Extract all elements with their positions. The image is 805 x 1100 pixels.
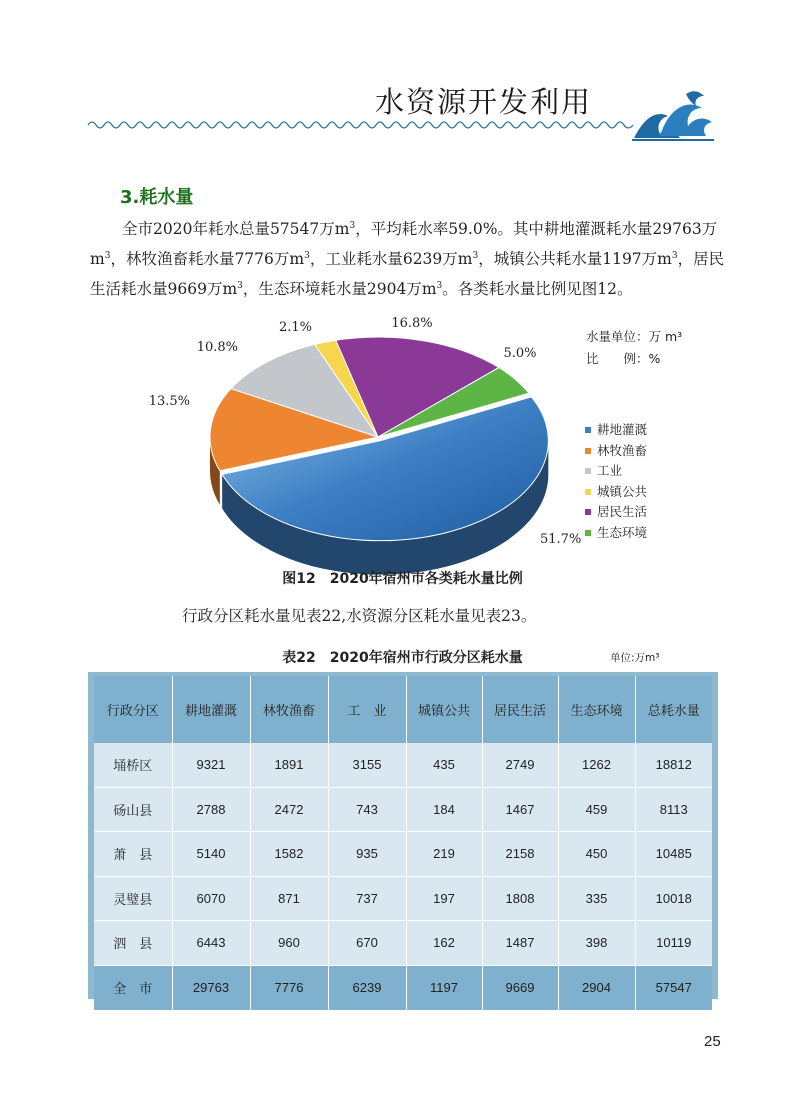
section-heading: 3.耗水量 bbox=[120, 187, 194, 208]
table-cell: 10119 bbox=[635, 921, 712, 966]
table-cell: 18812 bbox=[635, 743, 712, 787]
table-row bbox=[94, 832, 712, 877]
table-header-cell: 生态环境 bbox=[558, 676, 635, 743]
table-unit: 单位:万m³ bbox=[610, 652, 660, 664]
legend-swatch bbox=[585, 489, 591, 495]
table-row bbox=[94, 921, 712, 966]
header-wave-rule bbox=[88, 116, 633, 134]
table-cell: 398 bbox=[558, 921, 635, 966]
table-cell: 1582 bbox=[250, 832, 328, 877]
table-header-cell: 耕地灌溉 bbox=[172, 676, 250, 743]
table-header-row bbox=[94, 676, 712, 743]
legend-item bbox=[585, 482, 647, 503]
legend-item bbox=[585, 441, 647, 462]
table-cell: 435 bbox=[406, 743, 482, 787]
legend-label: 居民生活 bbox=[597, 504, 648, 519]
table-cell: 184 bbox=[406, 787, 482, 832]
table-body bbox=[94, 743, 712, 1010]
table-header-cell: 工 业 bbox=[328, 676, 406, 743]
page-number: 25 bbox=[704, 1033, 721, 1050]
table-cell: 5140 bbox=[172, 832, 250, 877]
table-total-row bbox=[94, 965, 712, 1010]
table-cell: 935 bbox=[328, 832, 406, 877]
page-header-title: 水资源开发利用 bbox=[374, 85, 592, 119]
table-cell: 萧 县 bbox=[94, 832, 172, 877]
legend-label: 工业 bbox=[597, 463, 623, 478]
table-cell: 1487 bbox=[482, 921, 558, 966]
pie-chart bbox=[148, 305, 582, 565]
table-caption: 表22 2020年宿州市行政分区耗水量 bbox=[282, 650, 523, 666]
table-cell: 450 bbox=[558, 832, 635, 877]
table-total-cell: 7776 bbox=[250, 965, 328, 1010]
table-cell: 8113 bbox=[635, 787, 712, 832]
table-total-cell: 9669 bbox=[482, 965, 558, 1010]
table-cell: 6443 bbox=[172, 921, 250, 966]
legend-swatch bbox=[585, 468, 591, 474]
table-total-cell: 1197 bbox=[406, 965, 482, 1010]
table-header-cell: 林牧渔畜 bbox=[250, 676, 328, 743]
table-total-cell: 29763 bbox=[172, 965, 250, 1010]
pie-slice-label: 51.7% bbox=[540, 532, 582, 547]
pie-slice-label: 13.5% bbox=[148, 394, 190, 409]
table-cell: 砀山县 bbox=[94, 787, 172, 832]
table-cell: 743 bbox=[328, 787, 406, 832]
table-total-cell: 57547 bbox=[635, 965, 712, 1010]
legend-swatch bbox=[585, 448, 591, 454]
table-cell: 670 bbox=[328, 921, 406, 966]
table-cell: 737 bbox=[328, 876, 406, 921]
table-cell: 9321 bbox=[172, 743, 250, 787]
table-header-cell: 行政分区 bbox=[94, 676, 172, 743]
table-row bbox=[94, 787, 712, 832]
table-cell: 埇桥区 bbox=[94, 743, 172, 787]
legend-item bbox=[585, 461, 647, 482]
table-cell: 2158 bbox=[482, 832, 558, 877]
wave-icon bbox=[630, 88, 716, 142]
table-cell: 960 bbox=[250, 921, 328, 966]
table-header-cell: 总耗水量 bbox=[635, 676, 712, 743]
pie-slice-label: 16.8% bbox=[391, 316, 433, 331]
legend-item bbox=[585, 523, 647, 544]
table-cell: 3155 bbox=[328, 743, 406, 787]
table-total-cell: 6239 bbox=[328, 965, 406, 1010]
chart-units-info bbox=[586, 326, 682, 370]
table-container bbox=[88, 672, 718, 999]
pie-slice-label: 10.8% bbox=[196, 340, 238, 355]
table-cell: 2749 bbox=[482, 743, 558, 787]
table-cell: 162 bbox=[406, 921, 482, 966]
table-header-cell: 城镇公共 bbox=[406, 676, 482, 743]
body-paragraph-2: 行政分区耗水量见表22,水资源分区耗水量见表23。 bbox=[182, 607, 537, 625]
table-header-cell: 居民生活 bbox=[482, 676, 558, 743]
legend-label: 林牧渔畜 bbox=[597, 442, 648, 458]
table-cell: 泗 县 bbox=[94, 921, 172, 966]
table-cell: 219 bbox=[406, 832, 482, 877]
table-row bbox=[94, 743, 712, 787]
table-cell: 1467 bbox=[482, 787, 558, 832]
legend-label: 生态环境 bbox=[597, 524, 648, 540]
legend-item bbox=[585, 420, 647, 441]
body-paragraph: 全市2020年耗水总量57547万$m^3$，平均耗水率59.0%。其中耕地灌溉耗水量29763万$m^3$，林牧渔畜耗水量7776万$m^3$，工业耗水量6239万$m^3$，城镇公共耗水量1197万$m^3$，居民生活耗水量9669万$m^3$，生态环境耗水量2904万$m^3$。各类耗水量比例见图12。 bbox=[90, 220, 725, 298]
ratio-label: 比 例：% bbox=[586, 351, 661, 366]
table-cell: 10485 bbox=[635, 832, 712, 877]
table-cell: 10018 bbox=[635, 876, 712, 921]
table-row bbox=[94, 876, 712, 921]
table-cell: 335 bbox=[558, 876, 635, 921]
table-cell: 1808 bbox=[482, 876, 558, 921]
table-cell: 871 bbox=[250, 876, 328, 921]
pie-slice-label: 2.1% bbox=[278, 320, 312, 335]
legend-item bbox=[585, 502, 647, 523]
figure-caption: 图12 2020年宿州市各类耗水量比例 bbox=[282, 571, 523, 587]
legend-label: 城镇公共 bbox=[597, 483, 648, 499]
legend-swatch bbox=[585, 427, 591, 433]
legend-swatch bbox=[585, 530, 591, 536]
pie-slices bbox=[210, 337, 548, 541]
legend-swatch bbox=[585, 509, 591, 515]
table-cell: 1262 bbox=[558, 743, 635, 787]
table-cell: 2472 bbox=[250, 787, 328, 832]
table-cell: 197 bbox=[406, 876, 482, 921]
pie-slice-label: 5.0% bbox=[503, 346, 537, 361]
legend-label: 耕地灌溉 bbox=[597, 422, 648, 437]
units-label: 水量单位：万 m³ bbox=[586, 329, 683, 344]
water-consumption-table bbox=[94, 676, 712, 1011]
table-total-cell: 2904 bbox=[558, 965, 635, 1010]
table-cell: 1891 bbox=[250, 743, 328, 787]
table-total-cell: 全 市 bbox=[94, 965, 172, 1010]
table-cell: 灵璧县 bbox=[94, 876, 172, 921]
table-cell: 2788 bbox=[172, 787, 250, 832]
table-cell: 6070 bbox=[172, 876, 250, 921]
chart-legend bbox=[585, 420, 647, 543]
table-cell: 459 bbox=[558, 787, 635, 832]
